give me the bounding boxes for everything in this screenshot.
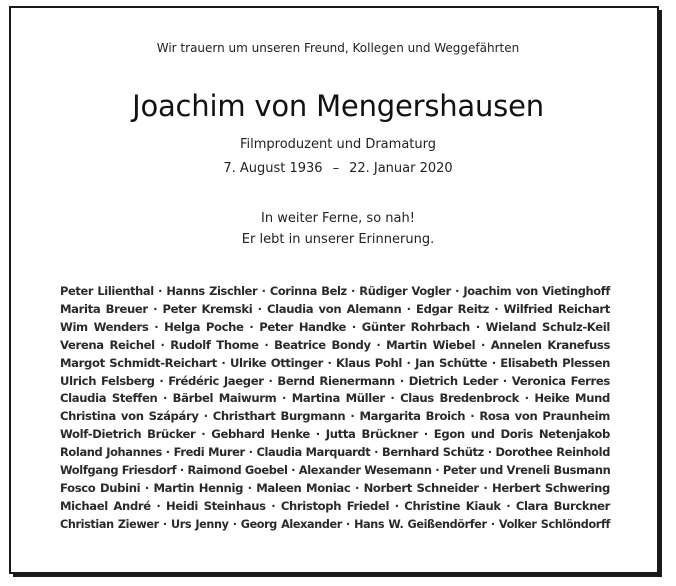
mourner-line: Fosco Dubini · Martin Hennig · Maleen Moniac · Norbert Schneider · Herbert Schwering: [60, 480, 610, 495]
mourner-line: Peter Lilienthal · Hanns Zischler · Corinna Belz · Rüdiger Vogler · Joachim von Vietinghoff: [60, 284, 610, 298]
mourner-line: Wolf-Dietrich Brücker · Gebhard Henke · Jutta Brückner · Egon und Doris Netenjakob: [60, 427, 610, 442]
motto-line-1: In weiter Ferne, so nah!: [261, 211, 415, 226]
birth-date: 7. August 1936: [223, 161, 323, 176]
mourner-line: Wolfgang Friesdorf · Raimond Goebel · Alexander Wesemann · Peter und Vreneli Busmann: [60, 463, 611, 478]
motto-line-2: Er lebt in unserer Erinnerung.: [241, 232, 435, 247]
motto: [0, 208, 676, 250]
deceased-name: Joachim von Mengershausen: [132, 89, 544, 123]
mourner-line: Wim Wenders · Helga Poche · Peter Handke · Günter Rohrbach · Wieland Schulz-Keil: [60, 319, 610, 334]
profession-text: Filmproduzent und Dramaturg: [240, 137, 436, 152]
mourner-line: Claudia Steffen · Bärbel Maiwurm · Martina Müller · Claus Bredenbrock · Heike Mund: [60, 391, 610, 406]
mourner-line: Margot Schmidt-Reichart · Ulrike Ottinger · Klaus Pohl · Jan Schütte · Elisabeth Plessen: [60, 355, 610, 370]
frame-shadow-bottom: [13, 574, 661, 577]
mourner-list: [60, 283, 610, 534]
death-date: 22. Januar 2020: [349, 161, 453, 176]
mourner-line: Christina von Szápáry · Christhart Burgmann · Margarita Broich · Rosa von Praunheim: [60, 409, 610, 424]
intro-text: Wir trauern um unseren Freund, Kollegen und Weggefährten: [156, 41, 520, 55]
mourner-line: Marita Breuer · Peter Kremski · Claudia von Alemann · Edgar Reitz · Wilfried Reichart: [60, 301, 610, 316]
mourner-line: Verena Reichel · Rudolf Thome · Beatrice Bondy · Martin Wiebel · Annelen Kranefuss: [60, 337, 610, 352]
life-dates: [0, 160, 676, 177]
mourner-line: Ulrich Felsberg · Frédéric Jaeger · Bernd Rienermann · Dietrich Leder · Veronica Ferres: [60, 373, 610, 388]
mourner-line: Christian Ziewer · Urs Jenny · Georg Alexander · Hans W. Geißendörfer · Volker Schlöndorff: [60, 517, 610, 531]
date-dash: –: [332, 161, 340, 176]
mourner-line: Roland Johannes · Fredi Murer · Claudia Marquardt · Bernhard Schütz · Dorothee Reinhold: [60, 445, 610, 460]
mourner-line: Michael André · Heidi Steinhaus · Christoph Friedel · Christine Kiauk · Clara Burckner: [60, 498, 610, 513]
